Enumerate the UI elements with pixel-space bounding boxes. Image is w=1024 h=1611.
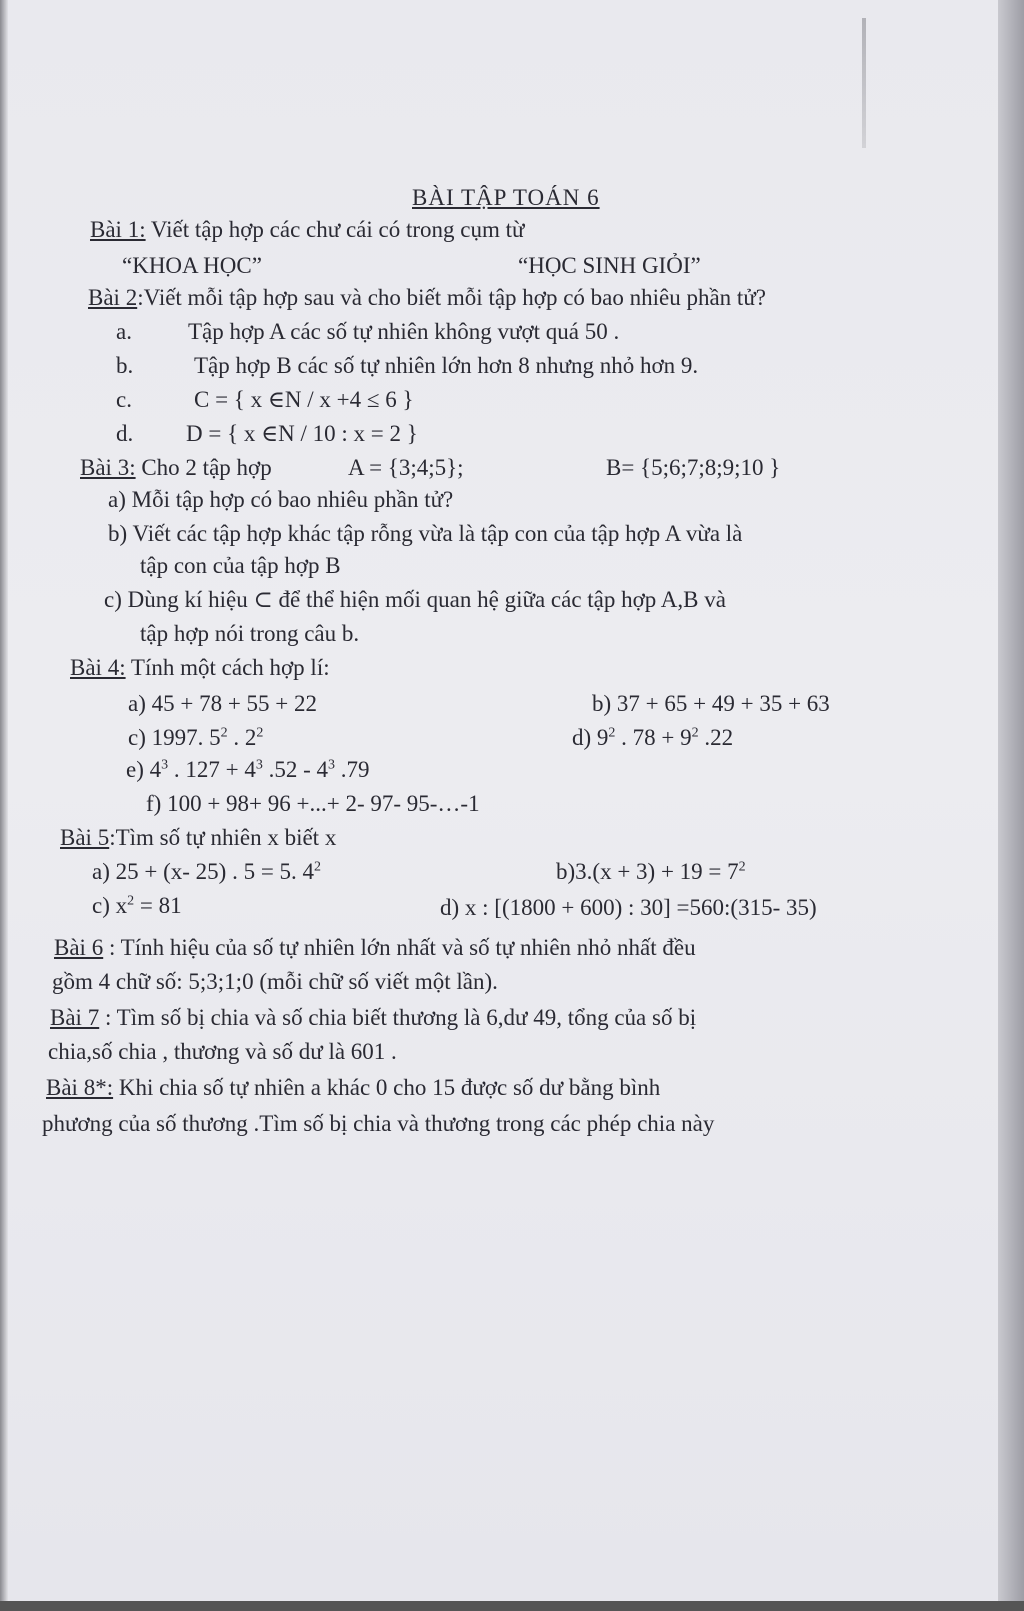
exercise-2-item-b-marker: b. (116, 353, 134, 378)
exercise-3-part-c-line-2: tập hợp nói trong câu b. (140, 621, 360, 646)
exercise-4-part-d (572, 724, 733, 752)
exercise-4-e-exp-3: 3 (328, 757, 336, 773)
exercise-5-part-d: d) x : [(1800 + 600) : 30] =560:(315- 35) (440, 895, 817, 920)
exercise-4-e-base: e) 4 (126, 757, 162, 782)
exercise-7-text-1: : Tìm số bị chia và số chia biết thương là 6,dư 49, tổng của số bị (99, 1005, 697, 1030)
exercise-2-item-c-text: C = { x ∈N / x +4 ≤ 6 } (194, 387, 414, 412)
paper-right-edge (998, 0, 1024, 1611)
exercise-5-b-equation: b)3.(x + 3) + 19 = 7 (556, 859, 739, 884)
exercise-3-heading (80, 454, 272, 482)
exercise-3-text: Cho 2 tập hợp (135, 455, 272, 480)
exercise-2-label: Bài 2 (88, 285, 138, 310)
exercise-7-line-1 (50, 1004, 696, 1032)
exercise-4-part-b: b) 37 + 65 + 49 + 35 + 63 (592, 691, 830, 716)
paper-left-edge (0, 0, 8, 1611)
exercise-4-c-exp-1: 2 (220, 725, 228, 741)
exercise-3-set-a: A = {3;4;5}; (348, 455, 464, 480)
paper-scratch-mark (862, 18, 866, 148)
exercise-5-b-exp: 2 (738, 859, 746, 875)
exercise-8-line-2: phương của số thương .Tìm số bị chia và thương trong các phép chia này (42, 1111, 715, 1136)
exercise-4-c-mid: . 2 (227, 725, 257, 750)
exercise-4-d-exp-1: 2 (608, 725, 616, 741)
exercise-2-heading (88, 284, 766, 312)
exercise-3-label: Bài 3: (80, 455, 136, 480)
exercise-4-e-post: .79 (335, 757, 370, 782)
exercise-2-item-c-marker: c. (116, 387, 132, 412)
exercise-1-text: Viết tập hợp các chư cái có trong cụm từ (145, 217, 525, 242)
exercise-8-label: Bài 8*: (46, 1075, 114, 1100)
exercise-5-label: Bài 5 (60, 825, 110, 850)
exercise-2-item-b-text: Tập hợp B các số tự nhiên lớn hơn 8 nhưng nhỏ hơn 9. (194, 353, 699, 378)
exercise-2-item-d-text: D = { x ∈N / 10 : x = 2 } (186, 421, 418, 446)
worksheet-title: BÀI TẬP TOÁN 6 (412, 185, 600, 210)
exercise-4-e-exp-1: 3 (161, 757, 169, 773)
exercise-7-label: Bài 7 (50, 1005, 100, 1030)
exercise-5-part-c (92, 892, 182, 920)
exercise-1-heading (90, 216, 524, 244)
exercise-2-item-d-marker: d. (116, 421, 134, 446)
exercise-2-item-a-text: Tập hợp A các số tự nhiên không vượt quá 50 . (188, 319, 620, 344)
exercise-4-heading (70, 654, 330, 682)
exercise-2-item-a-marker: a. (116, 319, 132, 344)
exercise-4-e-mid-2: .52 - 4 (262, 757, 329, 782)
exercise-6-label: Bài 6 (54, 935, 104, 960)
exercise-5-part-a (92, 858, 321, 886)
exercise-4-d-post: .22 (698, 725, 734, 750)
exercise-3-set-b: B= {5;6;7;8;9;10 } (606, 455, 781, 480)
exercise-1-phrase-1: “KHOA HỌC” (122, 253, 262, 278)
exercise-4-d-base: d) 9 (572, 725, 609, 750)
exercise-4-c-base: c) 1997. 5 (128, 725, 221, 750)
exercise-4-c-exp-2: 2 (256, 725, 264, 741)
exercise-4-part-a: a) 45 + 78 + 55 + 22 (128, 691, 318, 716)
exercise-6-text-1: : Tính hiệu của số tự nhiên lớn nhất và số tự nhiên nhỏ nhất đều (103, 935, 696, 960)
exercise-4-part-e (126, 756, 370, 784)
exercise-4-e-exp-2: 3 (255, 757, 263, 773)
exercise-5-text: :Tìm số tự nhiên x biết x (109, 825, 337, 850)
exercise-7-line-2: chia,số chia , thương và số dư là 601 . (48, 1039, 397, 1064)
exercise-8-text-1: Khi chia số tự nhiên a khác 0 cho 15 được số dư bằng bình (113, 1075, 661, 1100)
exercise-3-part-a: a) Mỗi tập hợp có bao nhiêu phần tử? (108, 487, 454, 512)
exercise-4-label: Bài 4: (70, 655, 126, 680)
exercise-4-e-mid-1: . 127 + 4 (168, 757, 256, 782)
exercise-3-part-c-line-1: c) Dùng kí hiệu ⊂ để thể hiện mối quan hệ giữa các tập hợp A,B và (104, 587, 726, 612)
exercise-4-text: Tính một cách hợp lí: (125, 655, 330, 680)
exercise-5-c-base: c) x (92, 893, 128, 918)
exercise-3-part-b-line-2: tập con của tập hợp B (140, 553, 341, 578)
exercise-5-a-exp: 2 (314, 859, 322, 875)
exercise-1-label: Bài 1: (90, 217, 146, 242)
paper-bottom-shadow (0, 1601, 1024, 1611)
exercise-5-a-equation: a) 25 + (x- 25) . 5 = 5. 4 (92, 859, 315, 884)
exercise-5-heading (60, 824, 336, 852)
exercise-4-part-c (128, 724, 263, 752)
exercise-5-c-post: = 81 (134, 893, 182, 918)
exercise-2-text: :Viết mỗi tập hợp sau và cho biết mỗi tập hợp có bao nhiêu phần tử? (137, 285, 766, 310)
exercise-8-line-1 (46, 1074, 660, 1102)
exercise-4-d-mid: . 78 + 9 (615, 725, 692, 750)
exercise-6-line-1 (54, 934, 696, 962)
exercise-4-part-f: f) 100 + 98+ 96 +...+ 2- 97- 95-…-1 (146, 791, 480, 816)
exercise-3-part-b-line-1: b) Viết các tập hợp khác tập rỗng vừa là tập con của tập hợp A vừa là (108, 521, 743, 546)
exercise-6-line-2: gồm 4 chữ số: 5;3;1;0 (mỗi chữ số viết một lần). (52, 969, 498, 994)
exercise-4-d-exp-2: 2 (691, 725, 699, 741)
exercise-5-c-exp: 2 (127, 893, 135, 909)
exercise-5-part-b (556, 858, 746, 886)
exercise-1-phrase-2: “HỌC SINH GIỎI” (518, 253, 701, 278)
